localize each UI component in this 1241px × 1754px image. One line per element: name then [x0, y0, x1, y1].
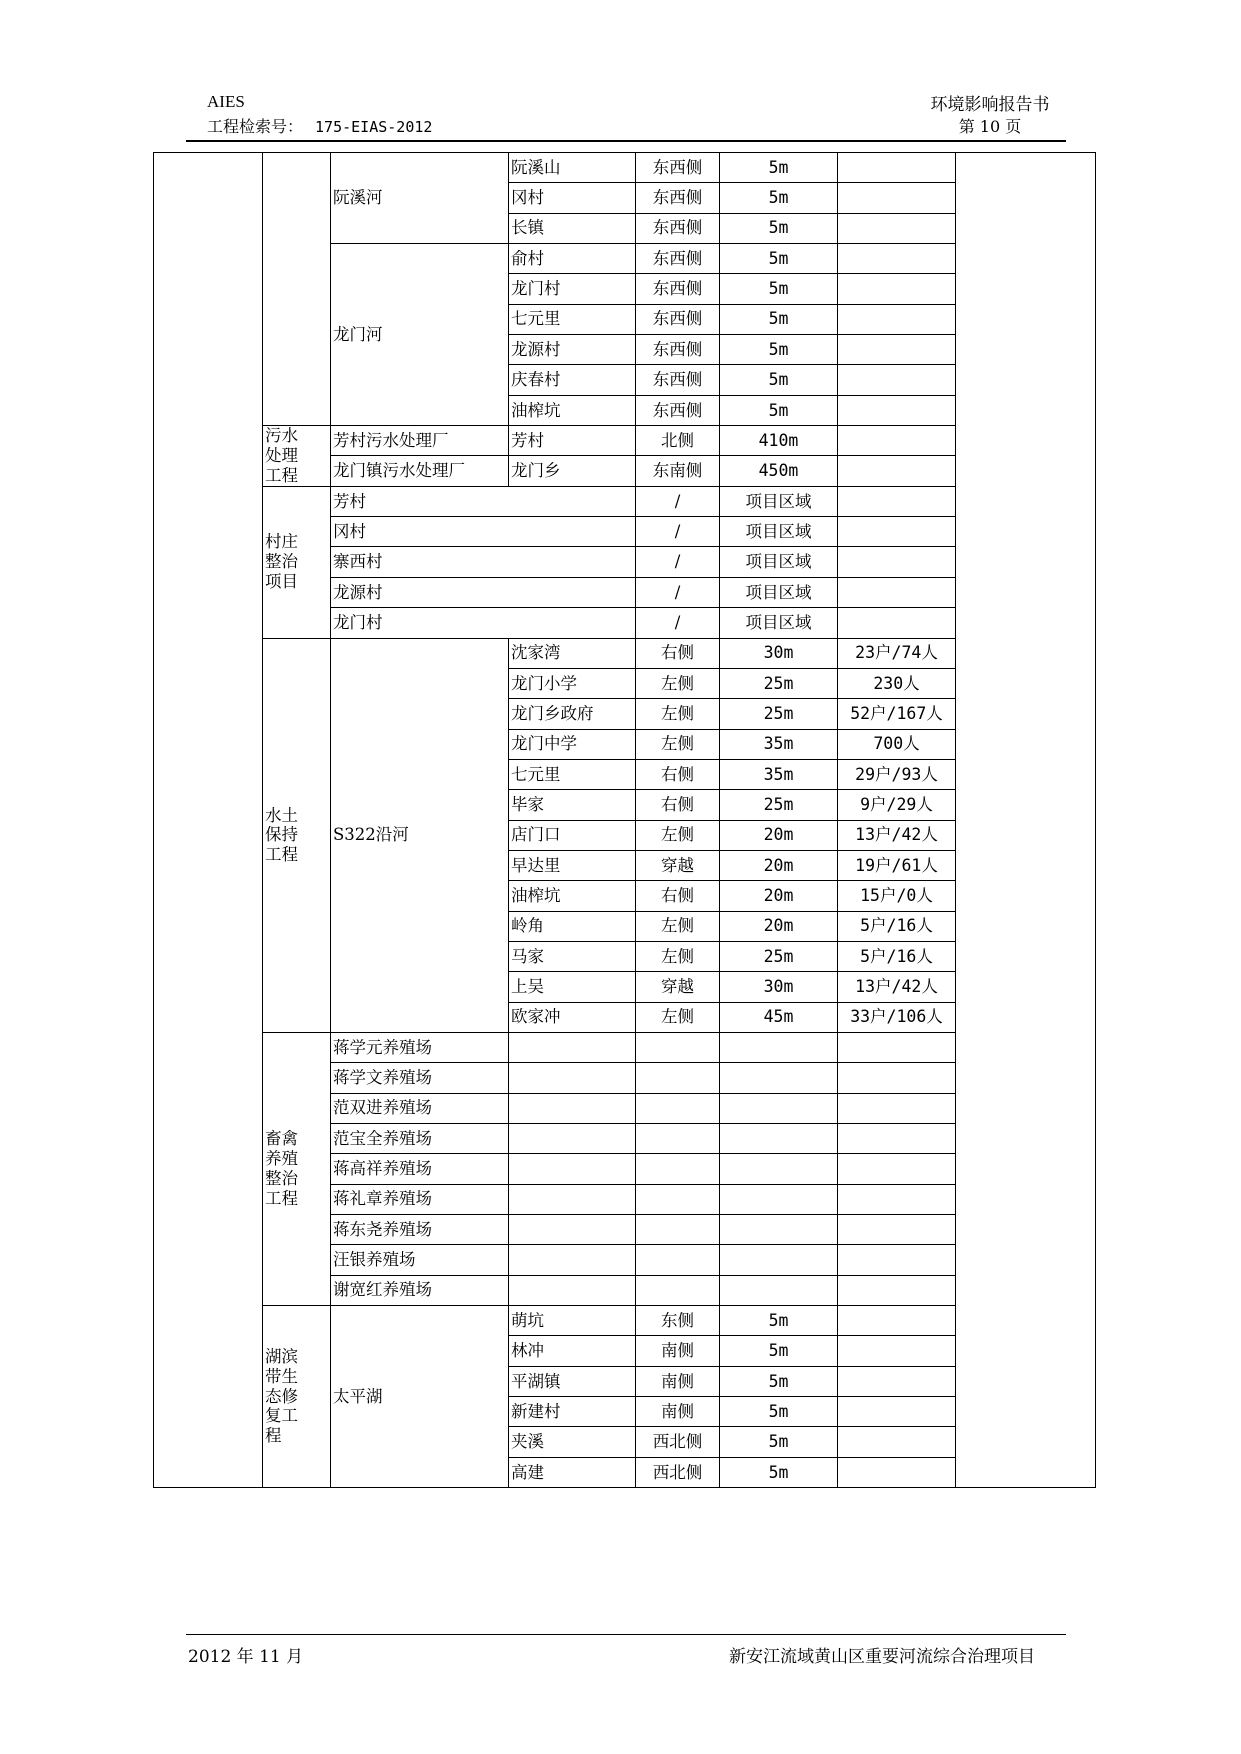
scale-cell: 33户/106人 [838, 1002, 956, 1032]
direction-cell: 右侧 [636, 790, 720, 820]
category-line: 污水 [265, 426, 298, 446]
distance-cell: 30m [720, 972, 838, 1002]
scale-cell [838, 517, 956, 547]
category-line: 带生 [265, 1366, 298, 1386]
direction-cell [636, 1124, 720, 1154]
category-line: 养殖 [265, 1149, 298, 1169]
distance-cell: 项目区域 [720, 517, 838, 547]
subgroup-name-cell: 龙门镇污水处理厂 [331, 456, 509, 486]
scale-cell [838, 577, 956, 607]
scale-cell [838, 426, 956, 456]
place-cell: 马家 [509, 941, 636, 971]
place-cell [509, 1032, 636, 1062]
direction-cell: 东西侧 [636, 244, 720, 274]
scale-cell [838, 1427, 956, 1457]
scale-cell [838, 486, 956, 516]
category-line: 湖滨 [265, 1347, 298, 1367]
direction-cell: 东南侧 [636, 456, 720, 486]
direction-cell: 左侧 [636, 699, 720, 729]
scale-cell [838, 456, 956, 486]
category-cell [263, 1306, 331, 1488]
scale-cell [838, 365, 956, 395]
distance-cell: 20m [720, 911, 838, 941]
header-doc-type: 环境影响报告书 [930, 95, 1050, 115]
header-org: AIES [207, 92, 245, 111]
direction-cell: 左侧 [636, 820, 720, 850]
direction-cell [636, 1093, 720, 1123]
distance-cell: 25m [720, 941, 838, 971]
distance-cell: 5m [720, 1427, 838, 1457]
direction-cell: 左侧 [636, 941, 720, 971]
scale-cell [838, 547, 956, 577]
distance-cell: 35m [720, 729, 838, 759]
direction-cell: / [636, 608, 720, 638]
category-line: 水土 [265, 805, 298, 825]
farm-name-cell: 蒋学元养殖场 [331, 1032, 509, 1062]
farm-name-cell: 蒋学文养殖场 [331, 1063, 509, 1093]
place-cell: 油榨坑 [509, 395, 636, 425]
farm-name-cell: 蒋礼章养殖场 [331, 1184, 509, 1214]
category-line: 复工 [265, 1406, 298, 1426]
scale-cell [838, 1124, 956, 1154]
direction-cell [636, 1154, 720, 1184]
direction-cell: 北侧 [636, 426, 720, 456]
farm-name-cell: 谢宽红养殖场 [331, 1275, 509, 1305]
direction-cell: 东西侧 [636, 365, 720, 395]
direction-cell: 左侧 [636, 668, 720, 698]
farm-name-cell: 汪银养殖场 [331, 1245, 509, 1275]
farm-name-cell: 范双进养殖场 [331, 1093, 509, 1123]
scale-cell [838, 1154, 956, 1184]
scale-cell: 52户/167人 [838, 699, 956, 729]
direction-cell: 东西侧 [636, 335, 720, 365]
distance-cell: 20m [720, 850, 838, 880]
outer-right-cell [956, 153, 1096, 1488]
scale-cell [838, 1306, 956, 1336]
outer-left-cell [154, 153, 263, 1488]
distance-cell [720, 1215, 838, 1245]
direction-cell: 东西侧 [636, 213, 720, 243]
place-cell: 夹溪 [509, 1427, 636, 1457]
direction-cell: 右侧 [636, 881, 720, 911]
place-cell: 龙源村 [509, 335, 636, 365]
place-cell: 七元里 [509, 304, 636, 334]
footer-date: 2012 年 11 月 [188, 1647, 304, 1667]
direction-cell [636, 1245, 720, 1275]
direction-cell: / [636, 486, 720, 516]
place-cell [509, 1093, 636, 1123]
scale-cell [838, 304, 956, 334]
scale-cell: 15户/0人 [838, 881, 956, 911]
subgroup-name-cell: 龙门河 [331, 244, 509, 426]
direction-cell: 右侧 [636, 638, 720, 668]
subgroup-name-cell: 阮溪河 [331, 153, 509, 244]
scale-cell [838, 1245, 956, 1275]
scale-cell: 29户/93人 [838, 759, 956, 789]
place-cell: 沈家湾 [509, 638, 636, 668]
place-cell: 林冲 [509, 1336, 636, 1366]
distance-cell: 项目区域 [720, 608, 838, 638]
direction-cell: 东西侧 [636, 395, 720, 425]
sensitive-targets-table [153, 152, 1096, 1488]
direction-cell: 左侧 [636, 729, 720, 759]
scale-cell [838, 1032, 956, 1062]
place-cell [509, 1275, 636, 1305]
village-name-cell: 龙门村 [331, 608, 636, 638]
direction-cell: 穿越 [636, 850, 720, 880]
scale-cell: 19户/61人 [838, 850, 956, 880]
category-line: 处理 [265, 446, 298, 466]
direction-cell [636, 1063, 720, 1093]
direction-cell: 西北侧 [636, 1457, 720, 1487]
header-index [207, 114, 432, 137]
farm-name-cell: 范宝全养殖场 [331, 1124, 509, 1154]
category-line: 保持 [265, 825, 298, 845]
place-cell: 庆春村 [509, 365, 636, 395]
place-cell: 萌坑 [509, 1306, 636, 1336]
farm-name-cell: 蒋东尧养殖场 [331, 1215, 509, 1245]
scale-cell [838, 244, 956, 274]
scale-cell [838, 274, 956, 304]
direction-cell [636, 1215, 720, 1245]
place-cell [509, 1184, 636, 1214]
scale-cell [838, 213, 956, 243]
table-row [154, 426, 1096, 456]
place-cell: 岭角 [509, 911, 636, 941]
direction-cell [636, 1275, 720, 1305]
distance-cell [720, 1032, 838, 1062]
place-cell: 七元里 [509, 759, 636, 789]
distance-cell [720, 1154, 838, 1184]
place-cell [509, 1245, 636, 1275]
direction-cell: 东西侧 [636, 274, 720, 304]
village-name-cell: 龙源村 [331, 577, 636, 607]
place-cell: 龙门小学 [509, 668, 636, 698]
distance-cell: 5m [720, 153, 838, 183]
scale-cell [838, 1063, 956, 1093]
place-cell [509, 1215, 636, 1245]
distance-cell: 25m [720, 790, 838, 820]
header-index-label: 工程检索号： [207, 117, 304, 136]
scale-cell: 230人 [838, 668, 956, 698]
footer-project: 新安江流域黄山区重要河流综合治理项目 [729, 1647, 1035, 1667]
scale-cell [838, 153, 956, 183]
village-name-cell: 寨西村 [331, 547, 636, 577]
place-cell [509, 1154, 636, 1184]
direction-cell: / [636, 547, 720, 577]
direction-cell: / [636, 577, 720, 607]
place-cell: 冈村 [509, 183, 636, 213]
distance-cell: 450m [720, 456, 838, 486]
scale-cell [838, 335, 956, 365]
scale-cell [838, 183, 956, 213]
table-row [154, 486, 1096, 516]
farm-name-cell: 蒋高祥养殖场 [331, 1154, 509, 1184]
scale-cell: 5户/16人 [838, 941, 956, 971]
distance-cell: 5m [720, 1336, 838, 1366]
distance-cell: 5m [720, 1457, 838, 1487]
place-cell [509, 1063, 636, 1093]
place-cell: 油榨坑 [509, 881, 636, 911]
scale-cell: 23户/74人 [838, 638, 956, 668]
place-cell: 新建村 [509, 1397, 636, 1427]
place-cell: 高建 [509, 1457, 636, 1487]
distance-cell: 项目区域 [720, 577, 838, 607]
category-line: 项目 [265, 572, 298, 592]
place-cell: 上吴 [509, 972, 636, 1002]
scale-cell [838, 608, 956, 638]
category-line: 畜禽 [265, 1129, 298, 1149]
footer-rule [186, 1634, 1066, 1635]
distance-cell: 25m [720, 668, 838, 698]
direction-cell: 右侧 [636, 759, 720, 789]
category-cell [263, 426, 331, 487]
distance-cell: 45m [720, 1002, 838, 1032]
place-cell: 龙门乡政府 [509, 699, 636, 729]
distance-cell: 20m [720, 820, 838, 850]
distance-cell: 项目区域 [720, 547, 838, 577]
scale-cell [838, 1366, 956, 1396]
distance-cell: 5m [720, 274, 838, 304]
category-line: 态修 [265, 1386, 298, 1406]
scale-cell [838, 1215, 956, 1245]
direction-cell: 穿越 [636, 972, 720, 1002]
category-cell [263, 1032, 331, 1305]
distance-cell: 5m [720, 304, 838, 334]
scale-cell: 9户/29人 [838, 790, 956, 820]
table-row [154, 153, 1096, 183]
distance-cell [720, 1245, 838, 1275]
distance-cell: 410m [720, 426, 838, 456]
scale-cell [838, 1093, 956, 1123]
place-cell: 早达里 [509, 850, 636, 880]
direction-cell: 南侧 [636, 1366, 720, 1396]
place-cell: 长镇 [509, 213, 636, 243]
place-cell: 欧家冲 [509, 1002, 636, 1032]
direction-cell: 左侧 [636, 911, 720, 941]
category-line: 工程 [265, 465, 298, 485]
category-line: 村庄 [265, 532, 298, 552]
direction-cell: 西北侧 [636, 1427, 720, 1457]
distance-cell: 5m [720, 1366, 838, 1396]
distance-cell [720, 1124, 838, 1154]
place-cell: 毕家 [509, 790, 636, 820]
scale-cell [838, 1336, 956, 1366]
place-cell: 阮溪山 [509, 153, 636, 183]
category-cell [263, 486, 331, 638]
category-line: 整治 [265, 1169, 298, 1189]
place-cell: 芳村 [509, 426, 636, 456]
distance-cell: 5m [720, 244, 838, 274]
direction-cell: 南侧 [636, 1336, 720, 1366]
scale-cell [838, 1184, 956, 1214]
category-cell [263, 638, 331, 1032]
direction-cell [636, 1032, 720, 1062]
distance-cell: 20m [720, 881, 838, 911]
scale-cell: 700人 [838, 729, 956, 759]
place-cell: 店门口 [509, 820, 636, 850]
place-cell: 龙门村 [509, 274, 636, 304]
direction-cell: 东西侧 [636, 183, 720, 213]
distance-cell [720, 1063, 838, 1093]
distance-cell: 5m [720, 365, 838, 395]
distance-cell: 30m [720, 638, 838, 668]
header-page-number: 第 10 页 [958, 117, 1022, 136]
distance-cell [720, 1093, 838, 1123]
table-row [154, 1306, 1096, 1336]
table-row [154, 638, 1096, 668]
scale-cell: 13户/42人 [838, 972, 956, 1002]
direction-cell: 东侧 [636, 1306, 720, 1336]
direction-cell [636, 1184, 720, 1214]
direction-cell: 东西侧 [636, 304, 720, 334]
place-cell: 平湖镇 [509, 1366, 636, 1396]
category-cell [263, 153, 331, 426]
subgroup-name-cell: 太平湖 [331, 1306, 509, 1488]
distance-cell [720, 1184, 838, 1214]
scale-cell [838, 1397, 956, 1427]
table-row [154, 1032, 1096, 1062]
direction-cell: 左侧 [636, 1002, 720, 1032]
distance-cell: 5m [720, 395, 838, 425]
subgroup-name-cell: 芳村污水处理厂 [331, 426, 509, 456]
subgroup-name-cell: S322沿河 [331, 638, 509, 1032]
place-cell: 俞村 [509, 244, 636, 274]
distance-cell: 5m [720, 183, 838, 213]
village-name-cell: 冈村 [331, 517, 636, 547]
header-rule [186, 140, 1066, 142]
scale-cell: 13户/42人 [838, 820, 956, 850]
category-line: 工程 [265, 1188, 298, 1208]
place-cell [509, 1124, 636, 1154]
scale-cell [838, 1457, 956, 1487]
place-cell: 龙门乡 [509, 456, 636, 486]
scale-cell [838, 1275, 956, 1305]
distance-cell: 5m [720, 213, 838, 243]
table-body [154, 153, 1096, 1488]
distance-cell: 5m [720, 1306, 838, 1336]
direction-cell: 南侧 [636, 1397, 720, 1427]
distance-cell: 项目区域 [720, 486, 838, 516]
category-line: 整治 [265, 552, 298, 572]
header-index-code: 175-EIAS-2012 [315, 118, 433, 136]
scale-cell: 5户/16人 [838, 911, 956, 941]
distance-cell: 5m [720, 1397, 838, 1427]
direction-cell: 东西侧 [636, 153, 720, 183]
scale-cell [838, 395, 956, 425]
category-line: 工程 [265, 845, 298, 865]
distance-cell: 25m [720, 699, 838, 729]
village-name-cell: 芳村 [331, 486, 636, 516]
distance-cell: 35m [720, 759, 838, 789]
place-cell: 龙门中学 [509, 729, 636, 759]
category-line: 程 [265, 1426, 282, 1446]
direction-cell: / [636, 517, 720, 547]
distance-cell [720, 1275, 838, 1305]
distance-cell: 5m [720, 335, 838, 365]
